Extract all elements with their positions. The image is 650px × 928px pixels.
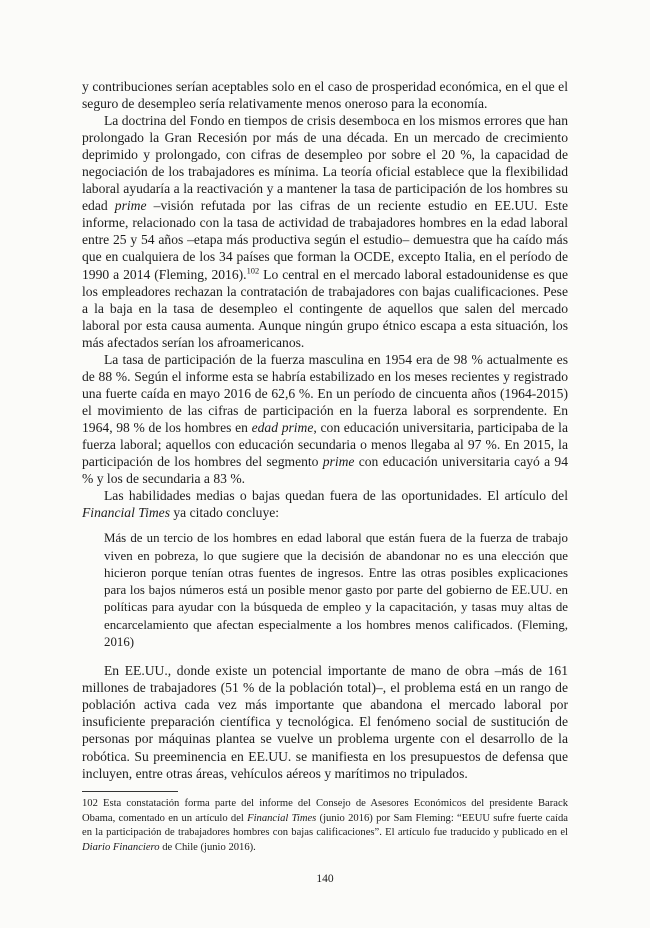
- page-number: 140: [316, 873, 334, 885]
- paragraph-1: y contribuciones serían aceptables solo en el caso de prosperidad económica, en el que el seguro de desempleo sería relativamente menos oneroso para la economía.: [82, 79, 568, 112]
- footnote-reference: 102: [246, 264, 260, 275]
- footnote: 102 Esta constatación forma parte del informe del Consejo de Asesores Económicos del presidente Barack Obama, comentado en un artículo del Financial Times (junio 2016) por Sam Fleming: “EEUU sufre fuerte caída en la participación de trabajadores hombres con bajas calificaciones”. El artículo fue traducido y publicado en el Diario Financiero de Chile (junio 2016).: [82, 798, 568, 853]
- paragraph-5: En EE.UU., donde existe un potencial importante de mano de obra –más de 161 millones de trabajadores (51 % de la población total)–, el problema está en un rango de población activa cada vez más importante que abandona el mercado laboral por insuficiente preparación científica y tecnológica. El fenómeno social de sustitución de personas por máquinas plantea se vuelve un problema urgente con el desarrollo de la robótica. Su preeminencia en EE.UU. se manifiesta en los presupuestos de defensa que incluyen, entre otras áreas, vehículos aéreos y marítimos no tripulados.: [82, 663, 568, 781]
- paragraph-2: La doctrina del Fondo en tiempos de crisis desemboca en los mismos errores que han prolongado la Gran Recesión por más de una década. En un mercado de crecimiento deprimido y prolongado, con cifras de desempleo por sobre el 20 %, la capacidad de negociación de los trabajadores es mínima. La teoría oficial establece que la flexibilidad laboral ayudaría a la reactivación y a mantener la tasa de participación de los hombres su edad prime –visión refutada por las cifras de un reciente estudio en EE.UU. Este informe, relacionado con la tasa de actividad de trabajadores hombres en la edad laboral entre 25 y 54 años –etapa más productiva según el estudio– demuestra que ha caído más que en cualquiera de los 34 países que forman la OCDE, excepto Italia, en el período de 1990 a 2014 (Fleming, 2016).$^{102}$ Lo central en el mercado laboral estadounidense es que los empleadores rechazan la contratación de trabajadores con bajas cualificaciones. Pese a la baja en la tasa de desempleo el contingente de aquellos que salen del mercado laboral por esta causa aumenta. Aunque ningún grupo étnico escapa a esta situación, los más afectados serían los afroamericanos.: [82, 113, 568, 350]
- paragraph-3: La tasa de participación de la fuerza masculina en 1954 era de 98 % actualmente es de 88 %. Según el informe esta se habría estabilizado en los meses recientes y registrado una fuerte caída en mayo 2016 de 62,6 %. En un período de cincuenta años (1964-2015) el movimiento de las cifras de participación en la fuerza laboral es sorprendente. En 1964, 98 % de los hombres en edad prime, con educación universitaria, participaba de la fuerza laboral; aquellos con educación secundaria o menos llegaba al 97 %. En 2015, la participación de los hombres del segmento prime con educación universitaria cayó a 94 % y los de secundaria a 83 %.: [82, 351, 568, 487]
- paragraph-4: Las habilidades medias o bajas quedan fuera de las oportunidades. El artículo del Financial Times ya citado concluye:: [82, 488, 568, 521]
- block-quote: Más de un tercio de los hombres en edad laboral que están fuera de la fuerza de trabajo viven en pobreza, lo que sugiere que la decisión de abandonar no es una elección que hicieron porque tenían otras fuentes de ingresos. Entre las otras posibles explicaciones para los bajos números está un posible menor gasto por parte del gobierno de EE.UU. en políticas para ayudar con la búsqueda de empleo y la capacitación, y tasas muy altas de encarcelamiento que afectan especialmente a los hombres menos calificados. (Fleming, 2016): [104, 531, 568, 649]
- footnote-divider: [82, 791, 178, 792]
- main-text: [82, 78, 568, 782]
